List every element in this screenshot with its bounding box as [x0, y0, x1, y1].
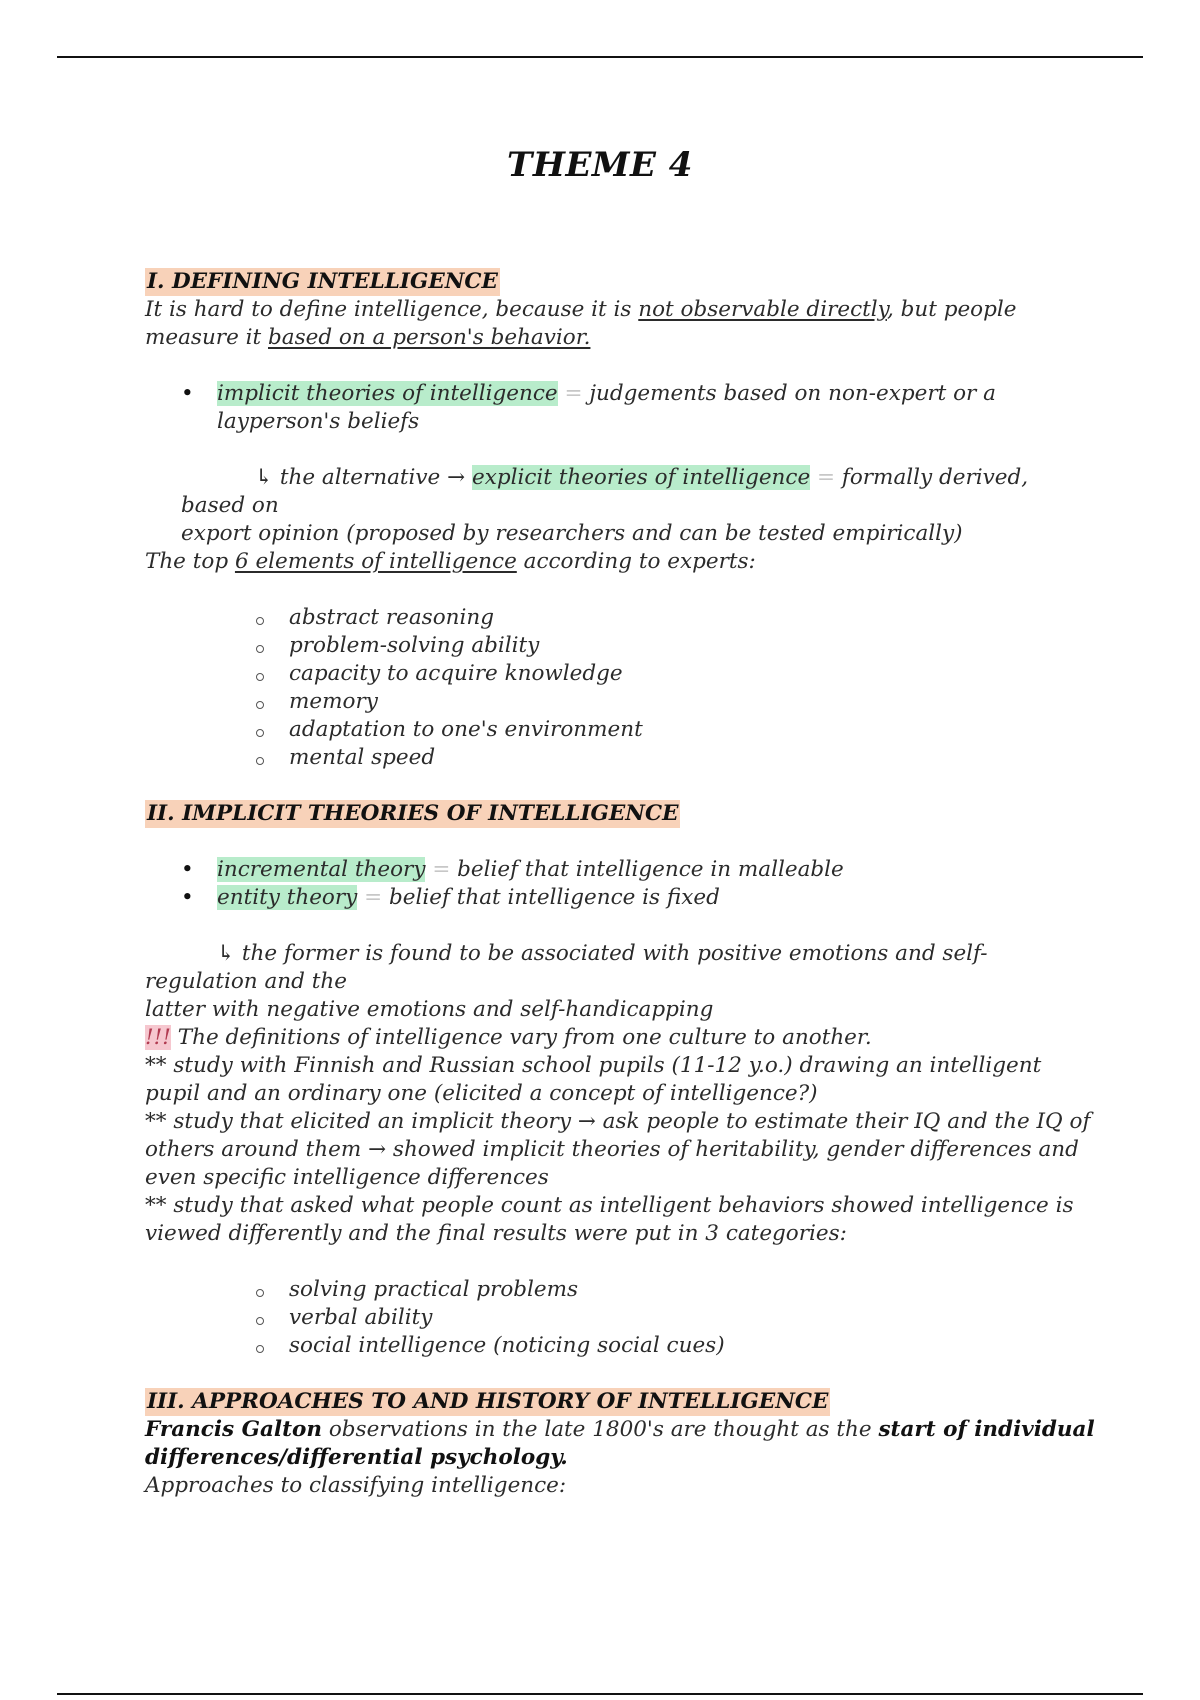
section-2-bullets: [145, 856, 1095, 912]
list-item: verbal ability: [145, 1304, 1095, 1332]
section-1-bullets: [145, 380, 1095, 436]
galton-name: Francis Galton: [145, 1417, 322, 1442]
alternative-line: [145, 464, 1095, 548]
galton-bold-text: start of individual differences/differential psychology.: [145, 1417, 1095, 1470]
definition-text: belief that intelligence is fixed: [388, 885, 720, 910]
section-3-heading: III. APPROACHES TO AND HISTORY OF INTELLIGENCE: [147, 1389, 829, 1414]
study-1: ** study with Finnish and Russian school pupils (11-12 y.o.) drawing an intelligent pupil and an ordinary one (elicited a concept of intelligence?): [145, 1053, 1042, 1106]
equals-sign: =: [557, 381, 590, 406]
list-item: problem-solving ability: [145, 632, 1095, 660]
alternative-prefix: ↳ the alternative →: [255, 465, 472, 490]
former-line-2: latter with negative emotions and self-handicapping: [145, 997, 714, 1022]
equals-sign: =: [425, 857, 458, 882]
alternative-definition-2: export opinion (proposed by researchers and can be tested empirically): [181, 521, 963, 546]
list-item: memory: [145, 688, 1095, 716]
galton-line: [145, 1416, 1095, 1472]
term-implicit-theories: implicit theories of intelligence: [217, 381, 558, 406]
categories-list: [145, 1276, 1095, 1360]
list-item: [145, 380, 1095, 436]
equals-sign: =: [810, 465, 842, 490]
top-elements-line: [145, 548, 1095, 576]
list-item: abstract reasoning: [145, 604, 1095, 632]
list-item: social intelligence (noticing social cues): [145, 1332, 1095, 1360]
definition-text: judgements based on non-expert or a layperson's beliefs: [217, 381, 996, 434]
warning-mark: !!!: [145, 1025, 171, 1050]
top-text-b: according to experts:: [516, 549, 756, 574]
list-item: [145, 856, 1095, 884]
section-2-heading: II. IMPLICIT THEORIES OF INTELLIGENCE: [147, 801, 679, 826]
warning-text: The definitions of intelligence vary from one culture to another.: [170, 1025, 872, 1050]
intro-underline-1: not observable directly: [638, 297, 887, 322]
study-3: ** study that asked what people count as intelligent behaviors showed intelligence is viewed differently and the final results were put in 3 categories:: [145, 1193, 1074, 1246]
list-item: capacity to acquire knowledge: [145, 660, 1095, 688]
list-item: solving practical problems: [145, 1276, 1095, 1304]
top-text-a: The top: [145, 549, 235, 574]
bottom-rule: [57, 1693, 1143, 1695]
list-item: adaptation to one's environment: [145, 716, 1095, 744]
former-line-1: ↳ the former is found to be associated with positive emotions and self-regulation and the: [145, 941, 988, 994]
study-2: ** study that elicited an implicit theory → ask people to estimate their IQ and the IQ of others around them → showed implicit theories of heritability, gender differences and even specific intelligence differences: [145, 1109, 1091, 1190]
section-1-heading: I. DEFINING INTELLIGENCE: [147, 269, 498, 294]
warning-line: [145, 1024, 1095, 1052]
term-incremental-theory: incremental theory: [217, 857, 426, 882]
intro-text-b: , but people measure it: [145, 297, 1017, 350]
list-item: mental speed: [145, 744, 1095, 772]
top-rule: [57, 56, 1143, 58]
equals-sign: =: [357, 885, 389, 910]
intro-text-a: It is hard to define intelligence, because it is: [145, 297, 639, 322]
section-1-intro: [145, 296, 1095, 352]
list-item: [145, 884, 1095, 912]
intro-underline-2: based on a person's behavior.: [268, 325, 591, 350]
former-latter-note: [145, 940, 1095, 1024]
top-underline: 6 elements of intelligence: [234, 549, 517, 574]
elements-list: [145, 604, 1095, 772]
document-body: [145, 268, 1095, 1500]
approaches-line: Approaches to classifying intelligence:: [145, 1473, 567, 1498]
definition-text: belief that intelligence in malleable: [457, 857, 844, 882]
term-explicit-theories: explicit theories of intelligence: [471, 465, 811, 490]
page-title: THEME 4: [507, 145, 693, 185]
galton-text: observations in the late 1800's are thought as the: [322, 1417, 879, 1442]
alternative-definition-1: formally derived, based on: [181, 465, 1029, 518]
term-entity-theory: entity theory: [217, 885, 358, 910]
